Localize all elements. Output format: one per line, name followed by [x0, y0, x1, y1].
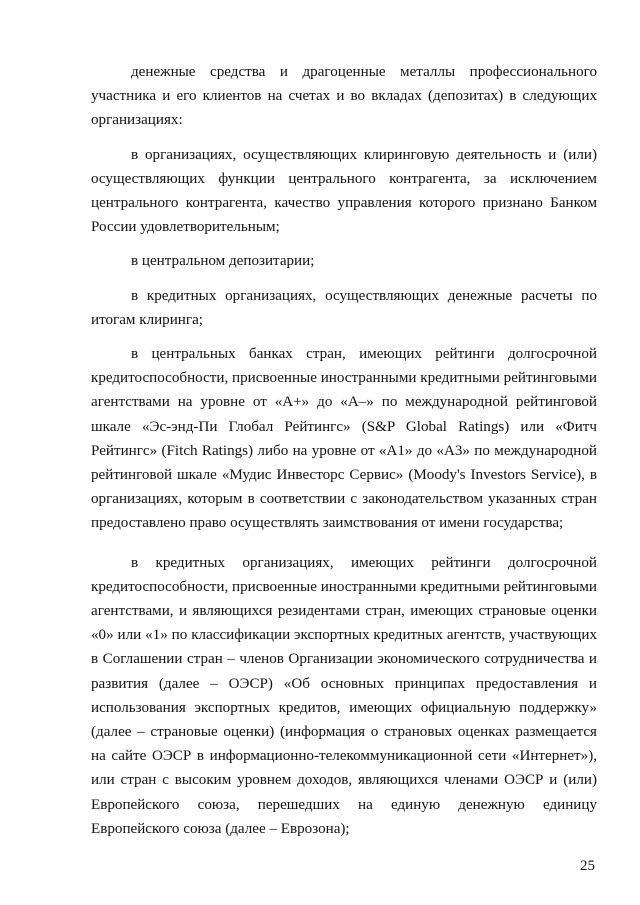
paragraph-central-banks: в центральных банках стран, имеющих рейтинги долгосрочной кредитоспособности, присвоенные иностранными кредитными рейтинговыми агентствами на уровне от «А+» до «А–» по международной рейтинговой шкале «Эс-энд-Пи Глобал Рейтингс» (S&P Global Ratings) или «Фитч Рейтингс» (Fitch Ratings) либо на уровне от «А1» до «А3» по международной рейтинговой шкале «Мудис Инвесторс Сервис» (Moody's Investors Service), в организациях, которым в соответствии с законодательством указанных стран предоставлено право осуществлять заимствования от имени государства;	[91, 346, 597, 532]
paragraph-credit-organizations-ratings: в кредитных организациях, имеющих рейтинги долгосрочной кредитоспособности, присвоенные иностранными кредитными рейтинговыми агентствами, и являющихся резидентами стран, имеющих страновые оценки «0» или «1» по классификации экспортных кредитных агентств, участвующих в Соглашении стран – членов Организации экономического сотрудничества и развития (далее – ОЭСР) «Об основных принципах предоставления и использования экспортных кредитов, имеющих официальную поддержку» (далее – страновые оценки) (информация о страновых оценках размещается на сайте ОЭСР в информационно-телекоммуникационной сети «Интернет»), или стран с высоким уровнем доходов, являющихся членами ОЭСР и (или) Европейского союза, перешедших на единую денежную единицу Европейского союза (далее – Еврозона);	[91, 554, 597, 837]
page-number: 25	[580, 858, 595, 874]
paragraph-central-depository: в центральном депозитарии;	[131, 253, 315, 270]
paragraph-credit-organizations-clearing: в кредитных организациях, осуществляющих денежные расчеты по итогам клиринга;	[91, 287, 597, 328]
paragraph-funds-intro: денежные средства и драгоценные металлы профессионального участника и его клиентов на счетах и во вкладах (депозитах) в следующих организациях:	[91, 64, 597, 129]
paragraph-clearing-organizations: в организациях, осуществляющих клиринговую деятельность и (или) осуществляющих функции центрального контрагента, за исключением центрального контрагента, качество управления которого признано Банком России удовлетворительным;	[91, 146, 597, 236]
